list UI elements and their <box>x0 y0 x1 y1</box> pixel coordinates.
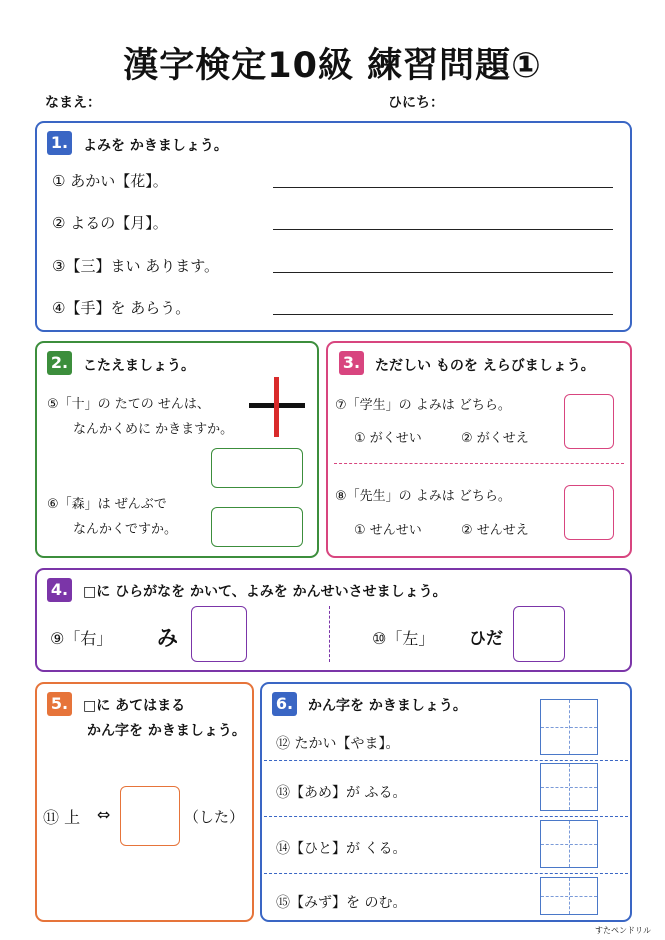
answer-box-6[interactable] <box>211 507 303 547</box>
section-1-instruction: よみを かきましょう。 <box>83 138 228 154</box>
answer-box-7[interactable] <box>564 394 614 449</box>
question-6-line-2: なんかくですか。 <box>73 522 178 537</box>
section-3-divider <box>334 463 624 464</box>
section-6-number: 6. <box>272 692 297 716</box>
answer-line-3[interactable] <box>273 272 613 273</box>
question-5-line-1: ⑤「十」の たての せんは、 <box>47 397 210 412</box>
date-label: ひにち： <box>388 95 444 111</box>
question-8-option-2[interactable]: ② せんせえ <box>461 523 529 538</box>
writing-grid-13[interactable] <box>540 763 598 811</box>
question-6-line-1: ⑥「森」は ぜんぶで <box>47 497 167 512</box>
section-2 <box>35 341 319 558</box>
question-11-hint: （した） <box>184 808 245 826</box>
section-5 <box>35 682 254 922</box>
question-1: ① あかい【花】。 <box>52 172 168 190</box>
answer-box-9[interactable] <box>191 606 247 662</box>
section-3 <box>326 341 632 558</box>
section-3-number: 3. <box>339 351 364 375</box>
answer-line-2[interactable] <box>273 229 613 230</box>
section-3-instruction: ただしい ものを えらびましょう。 <box>375 358 595 374</box>
question-7-option-1[interactable]: ① がくせい <box>354 431 422 446</box>
question-12: ⑫ たかい【やま】。 <box>276 736 400 752</box>
question-10: ⑩「左」 <box>372 629 435 648</box>
question-14: ⑭【ひと】が くる。 <box>276 841 407 857</box>
section-6 <box>260 682 632 922</box>
question-4: ④【手】を あらう。 <box>52 299 191 317</box>
question-7-option-2[interactable]: ② がくせえ <box>461 431 529 446</box>
row-divider <box>264 873 628 874</box>
section-2-instruction: こたえましょう。 <box>83 358 195 374</box>
section-6-instruction: かん字を かきましょう。 <box>308 698 467 714</box>
section-1 <box>35 121 632 332</box>
section-2-number: 2. <box>47 351 72 375</box>
section-5-number: 5. <box>47 692 72 716</box>
question-9: ⑨「右」 <box>50 629 113 648</box>
answer-line-1[interactable] <box>273 187 613 188</box>
writing-grid-15[interactable] <box>540 877 598 915</box>
section-1-number: 1. <box>47 131 72 155</box>
question-7: ⑦「学生」の よみは どちら。 <box>335 398 511 413</box>
question-2: ② よるの【月】。 <box>52 214 168 232</box>
row-divider <box>264 760 628 761</box>
question-8: ⑧「先生」の よみは どちら。 <box>335 489 511 504</box>
answer-line-4[interactable] <box>273 314 613 315</box>
answer-box-8[interactable] <box>564 485 614 540</box>
footer-credit: すたペンドリル <box>595 926 651 935</box>
question-3: ③【三】まい あります。 <box>52 257 220 275</box>
question-9-kana: み <box>157 626 178 650</box>
section-4-number: 4. <box>47 578 72 602</box>
section-5-instruction-line-2: かん字を かきましょう。 <box>87 723 246 739</box>
section-4 <box>35 568 632 672</box>
writing-grid-12[interactable] <box>540 699 598 755</box>
question-5-line-2: なんかくめに かきますか。 <box>73 422 234 437</box>
question-10-kana: ひだ <box>469 629 503 649</box>
opposite-arrow-icon: ⇔ <box>97 805 111 824</box>
answer-box-10[interactable] <box>513 606 565 662</box>
question-8-option-1[interactable]: ① せんせい <box>354 523 422 538</box>
section-4-instruction: □に ひらがなを かいて、よみを かんせいさせましょう。 <box>83 584 447 600</box>
section-5-instruction-line-1: □に あてはまる <box>83 698 186 714</box>
answer-box-11[interactable] <box>120 786 180 846</box>
writing-grid-14[interactable] <box>540 820 598 868</box>
question-11: ⑪ 上 <box>43 808 81 827</box>
section-4-divider <box>329 606 330 662</box>
name-label: なまえ： <box>45 95 101 111</box>
question-15: ⑮【みず】を のむ。 <box>276 895 407 911</box>
answer-box-5[interactable] <box>211 448 303 488</box>
row-divider <box>264 816 628 817</box>
question-13: ⑬【あめ】が ふる。 <box>276 785 407 801</box>
page-title: 漢字検定10級 練習問題① <box>123 46 542 86</box>
kanji-ten-vertical-stroke-red <box>274 377 279 437</box>
